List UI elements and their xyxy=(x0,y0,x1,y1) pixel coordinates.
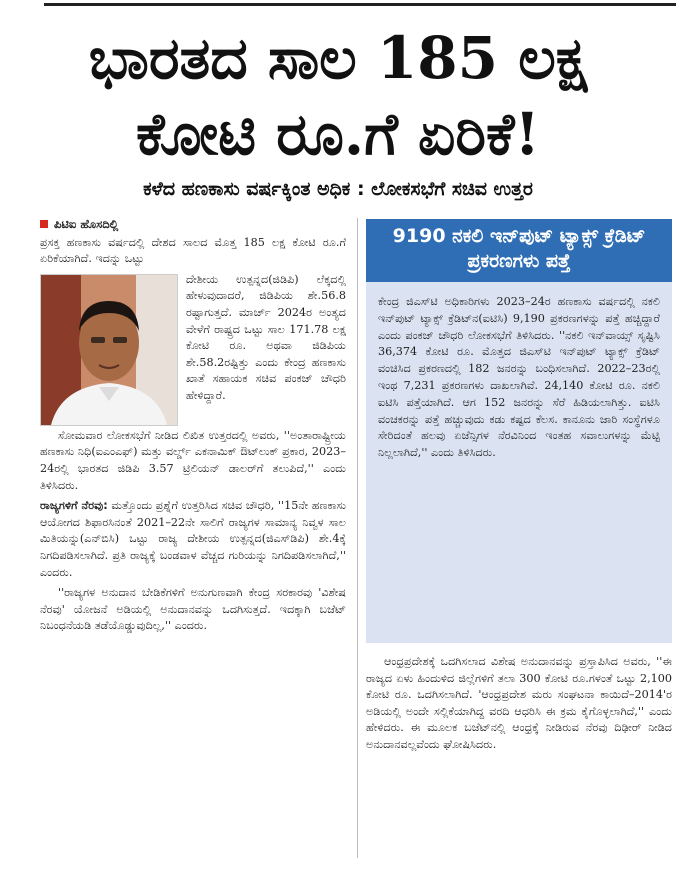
right-article xyxy=(366,654,672,758)
sidebar-body: ಕೇಂದ್ರ ಜಿಎಸ್‌ಟಿ ಅಧಿಕಾರಿಗಳು 2023–24ರ ಹಣಕಾಸು ವರ್ಷದಲ್ಲಿ ನಕಲಿ ಇನ್‌ಪುಟ್ ಟ್ಯಾಕ್ಸ್ ಕ್ರೆಡಿಟ್‌ನ(ಐಟಿಸಿ) 9,190 ಪ್ರಕರಣಗಳನ್ನು ಪತ್ತೆ ಹಚ್ಚಿದ್ದಾರೆ ಎಂದು ಪಂಕಜ್ ಚೌಧರಿ ಲೋಕಸಭೆಗೆ ತಿಳಿಸಿದರು. ''ನಕಲಿ ಇನ್‌ವಾಯ್ಸ್ ಸೃಷ್ಟಿಸಿ 36,374 ಕೋಟಿ ರೂ. ಮೊತ್ತದ ಜಿಎಸ್‌ಟಿ ಇನ್‌ಪುಟ್ ಟ್ಯಾಕ್ಸ್ ಕ್ರೆಡಿಟ್ ವಂಚಿಸಿದ ಪ್ರಕರಣದಲ್ಲಿ 182 ಜನರನ್ನು ಬಂಧಿಸಲಾಗಿದೆ. 2022–23ರಲ್ಲಿ ಇಂಥ 7,231 ಪ್ರಕರಣಗಳು ದಾಖಲಾಗಿವೆ. 24,140 ಕೋಟಿ ರೂ. ನಕಲಿ ಐಟಿಸಿ ಪತ್ತೆಯಾಗಿದೆ. ಆಗ 152 ಜನರನ್ನು ಸೆರೆ ಹಿಡಿಯಲಾಗಿತ್ತು. ಐಟಿಸಿ ವಂಚಕರನ್ನು ಪತ್ತೆ ಹಚ್ಚುವುದು ಕಡು ಕಷ್ಟದ ಕೆಲಸ. ಕಾನೂನು ಜಾರಿ ಸಂಸ್ಥೆಗಳೂ ಸೇರಿದಂತೆ ಹಲವು ಏಜೆನ್ಸಿಗಳ ನೆರವಿನಿಂದ ಇಂತಹ ಸವಾಲುಗಳನ್ನು ಮೆಟ್ಟಿ ನಿಲ್ಲಲಾಗಿದೆ,'' ಎಂದು ತಿಳಿಸಿದರು. xyxy=(378,295,660,460)
article-para-1: ದೇಶೀಯ ಉತ್ಪನ್ನದ(ಜಿಡಿಪಿ) ಲೆಕ್ಕದಲ್ಲಿ ಹೇಳುವುದಾದರೆ, ಜಿಡಿಪಿಯ ಶೇ.56.8 ರಷ್ಟಾಗುತ್ತದೆ. ಮಾರ್ಚ್ 2024ರ ಅಂತ್ಯದ ವೇಳೆಗೆ ರಾಷ್ಟ್ರದ ಒಟ್ಟು ಸಾಲ 171.78 ಲಕ್ಷ ಕೋಟಿ ರೂ. ಅಥವಾ ಜಿಡಿಪಿಯ ಶೇ.58.2ರಷ್ಟಿತ್ತು ಎಂದು ಕೇಂದ್ರ ಹಣಕಾಸು ಖಾತೆ ಸಹಾಯಕ ಸಚಿವ ಪಂಕಜ್ ಚೌಧರಿ ಹೇಳಿದ್ದಾರೆ. xyxy=(186,272,346,402)
sidebar-box xyxy=(366,219,672,643)
main-article xyxy=(40,216,346,639)
article-lead: ಪ್ರಸಕ್ತ ಹಣಕಾಸು ವರ್ಷದಲ್ಲಿ ದೇಶದ ಸಾಲದ ಮೊತ್ತ 185 ಲಕ್ಷ ಕೋಟಿ ರೂ.ಗೆ ಏರಿಕೆಯಾಗಿದೆ. ಇದನ್ನು ಒಟ್ಟು xyxy=(40,235,346,266)
right-article-para: ಆಂಧ್ರಪ್ರದೇಶಕ್ಕೆ ಒದಗಿಸಲಾದ ವಿಶೇಷ ಅನುದಾನವನ್ನು ಪ್ರಸ್ತಾಪಿಸಿದ ಅವರು, ''ಈ ರಾಜ್ಯದ ಏಳು ಹಿಂದುಳಿದ ಜಿಲ್ಲೆಗಳಿಗೆ ತಲಾ 300 ಕೋಟಿ ರೂ.ಗಳಂತೆ ಒಟ್ಟು 2,100 ಕೋಟಿ ರೂ. ಒದಗಿಸಲಾಗಿದೆ. 'ಆಂಧ್ರಪ್ರದೇಶ ಮರು ಸಂಘಟನಾ ಕಾಯಿದೆ–2014'ರ ಅಡಿಯಲ್ಲಿ ಅಂದೇ ಸಲ್ಲಿಕೆಯಾಗಿದ್ದ ವರದಿ ಆಧರಿಸಿ ಈ ಕ್ರಮ ಕೈಗೊಳ್ಳಲಾಗಿದೆ,'' ಎಂದು ಹೇಳಿದರು. ಈ ಮೂಲಕ ಬಜೆಟ್‌ನಲ್ಲಿ ಆಂಧ್ರಕ್ಕೆ ನೀಡಿರುವ ನೆರವು ದಿಢೀರ್ ನೀಡಿದ ಅನುದಾನವಲ್ಲವೆಂದು ಘೋಷಿಸಿದರು. xyxy=(366,655,672,751)
minister-photo xyxy=(40,274,178,426)
article-para-3: ರಾಜ್ಯಗಳಿಗೆ ನೆರವು: ಮತ್ತೊಂದು ಪ್ರಶ್ನೆಗೆ ಉತ್ತರಿಸಿದ ಸಚಿವ ಚೌಧರಿ, ''15ನೇ ಹಣಕಾಸು ಆಯೋಗದ ಶಿಫಾರಸಿನಂತೆ 2021–22ನೇ ಸಾಲಿಗೆ ರಾಜ್ಯಗಳ ಸಾಮಾನ್ಯ ನಿವ್ವಳ ಸಾಲ ಮಿತಿಯನ್ನು(ಎನ್‌ಬಿಸಿ) ಒಟ್ಟು ರಾಜ್ಯ ದೇಶೀಯ ಉತ್ಪನ್ನದ(ಜಿಎಸ್‌ಡಿಪಿ) ಶೇ.4ಕ್ಕೆ ನಿಗದಿಪಡಿಸಲಾಗಿದೆ. ಪ್ರತಿ ರಾಜ್ಯಕ್ಕೆ ಬಂಡವಾಳ ವೆಚ್ಚದ ಗುರಿಯನ್ನು ನಿಗದಿಪಡಿಸಲಾಗಿದೆ,'' ಎಂದರು. xyxy=(40,499,347,579)
column-divider xyxy=(357,218,358,858)
dateline: ಪಿಟಿಐ ಹೊಸದಿಲ್ಲಿ xyxy=(40,216,346,233)
section-label: ರಾಜ್ಯಗಳಿಗೆ ನೆರವು: xyxy=(40,499,108,513)
headline-line-1: ಭಾರತದ ಸಾಲ 185 ಲಕ್ಷ xyxy=(88,24,588,92)
sidebar-title: 9190 ನಕಲಿ ಇನ್‌ಪುಟ್ ಟ್ಯಾಕ್ಸ್ ಕ್ರೆಡಿಟ್ ಪ್ರಕರಣಗಳು ಪತ್ತೆ xyxy=(366,219,672,282)
article-para-2: ಸೋಮವಾರ ಲೋಕಸಭೆಗೆ ನೀಡಿದ ಲಿಖಿತ ಉತ್ತರದಲ್ಲಿ ಅವರು, ''ಅಂತಾರಾಷ್ಟ್ರೀಯ ಹಣಕಾಸು ನಿಧಿ(ಐಎಂಎಫ್) ಮತ್ತು ವರ್ಲ್ಡ್ ಎಕನಾಮಿಕ್ ಔಟ್‌ಲುಕ್ ಪ್ರಕಾರ, 2023–24ರಲ್ಲಿ ಭಾರತದ ಜಿಡಿಪಿ 3.57 ಟ್ರಿಲಿಯನ್ ಡಾಲರ್‌ಗೆ ತಲುಪಿದೆ,'' ಎಂದು ತಿಳಿಸಿದರು. xyxy=(40,428,346,492)
subheadline: ಕಳೆದ ಹಣಕಾಸು ವರ್ಷಕ್ಕಿಂತ ಅಧಿಕ : ಲೋಕಸಭೆಗೆ ಸಚಿವ ಉತ್ತರ xyxy=(143,178,533,200)
red-square-icon xyxy=(40,220,48,228)
headline-line-2: ಕೋಟಿ ರೂ.ಗೆ ಏರಿಕೆ! xyxy=(136,100,540,168)
portrait-image xyxy=(41,275,177,425)
article-para-4: ''ರಾಜ್ಯಗಳ ಅನುದಾನ ಬೇಡಿಕೆಗಳಿಗೆ ಅನುಗುಣವಾಗಿ ಕೇಂದ್ರ ಸರಕಾರವು 'ವಿಶೇಷ ನೆರವು' ಯೋಜನೆ ಅಡಿಯಲ್ಲಿ ಅನುದಾನವನ್ನು ಒದಗಿಸುತ್ತದೆ. ಇದಕ್ಕಾಗಿ ಬಜೆಟ್ ನಿಬಂಧನೆಯಡಿ ತಡೆಯೊಡ್ಡುವುದಿಲ್ಲ,'' ಎಂದರು. xyxy=(40,586,346,633)
top-rule xyxy=(44,3,676,6)
